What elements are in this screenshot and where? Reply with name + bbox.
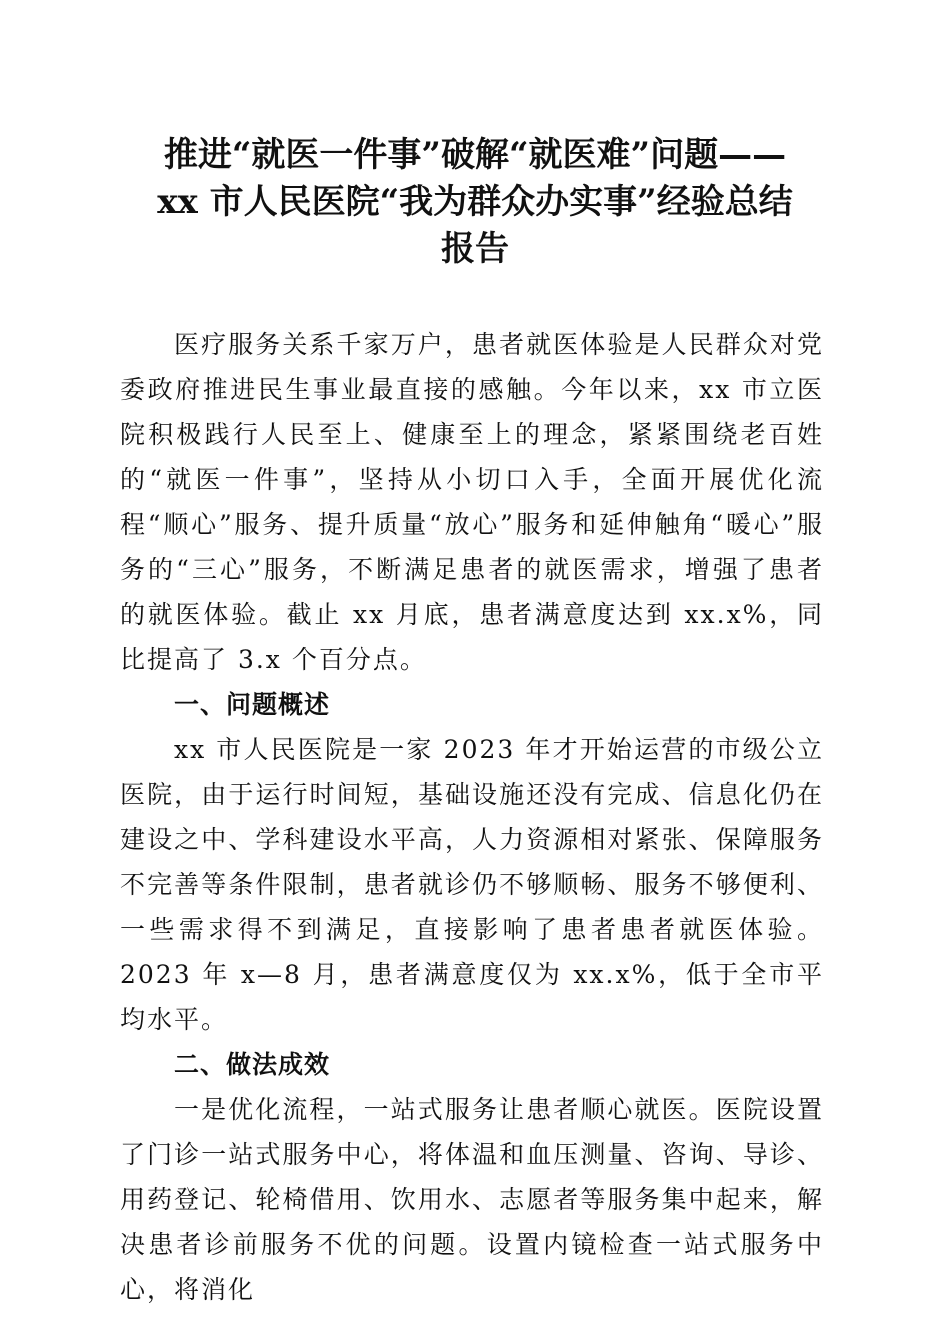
practice-paragraph-1: 一是优化流程，一站式服务让患者顺心就医。医院设置了门诊一站式服务中心，将体温和血压测量、咨询、导诊、用药登记、轮椅借用、饮用水、志愿者等服务集中起来，解决患者诊前服务不优的问题。设置内镜检查一站式服务中心，将消化 (120, 1095, 824, 1304)
intro-paragraph: 医疗服务关系千家万户，患者就医体验是人民群众对党委政府推进民生事业最直接的感触。今年以来，xx 市立医院积极践行人民至上、健康至上的理念，紧紧围绕老百姓的“就医一件事”，坚持从小切口入手，全面开展优化流程“顺心”服务、提升质量“放心”服务和延伸触角“暖心”服务的“三心”服务，不断满足患者的就医需求，增强了患者的就医体验。截止 xx 月底，患者满意度达到 xx.x%，同比提高了 3.x 个百分点。 (120, 330, 824, 674)
document-body (120, 322, 824, 1312)
overview-paragraph: xx 市人民医院是一家 2023 年才开始运营的市级公立医院，由于运行时间短，基础设施还没有完成、信息化仍在建设之中、学科建设水平高，人力资源相对紧张、保障服务不完善等条件限制，患者就诊仍不够顺畅、服务不够便利、一些需求得不到满足，直接影响了患者患者就医体验。2023 年 x—8 月，患者满意度仅为 xx.x%，低于全市平均水平。 (120, 735, 824, 1034)
title-line-2: xx 市人民医院“我为群众办实事”经验总结 (157, 182, 793, 222)
title-line-3: 报告 (441, 229, 509, 269)
document-title (96, 132, 854, 273)
section-heading-practice: 二、做法成效 (174, 1050, 331, 1079)
section-heading-overview: 一、问题概述 (174, 690, 331, 719)
title-line-1: 推进“就医一件事”破解“就医难”问题—— (163, 135, 787, 175)
